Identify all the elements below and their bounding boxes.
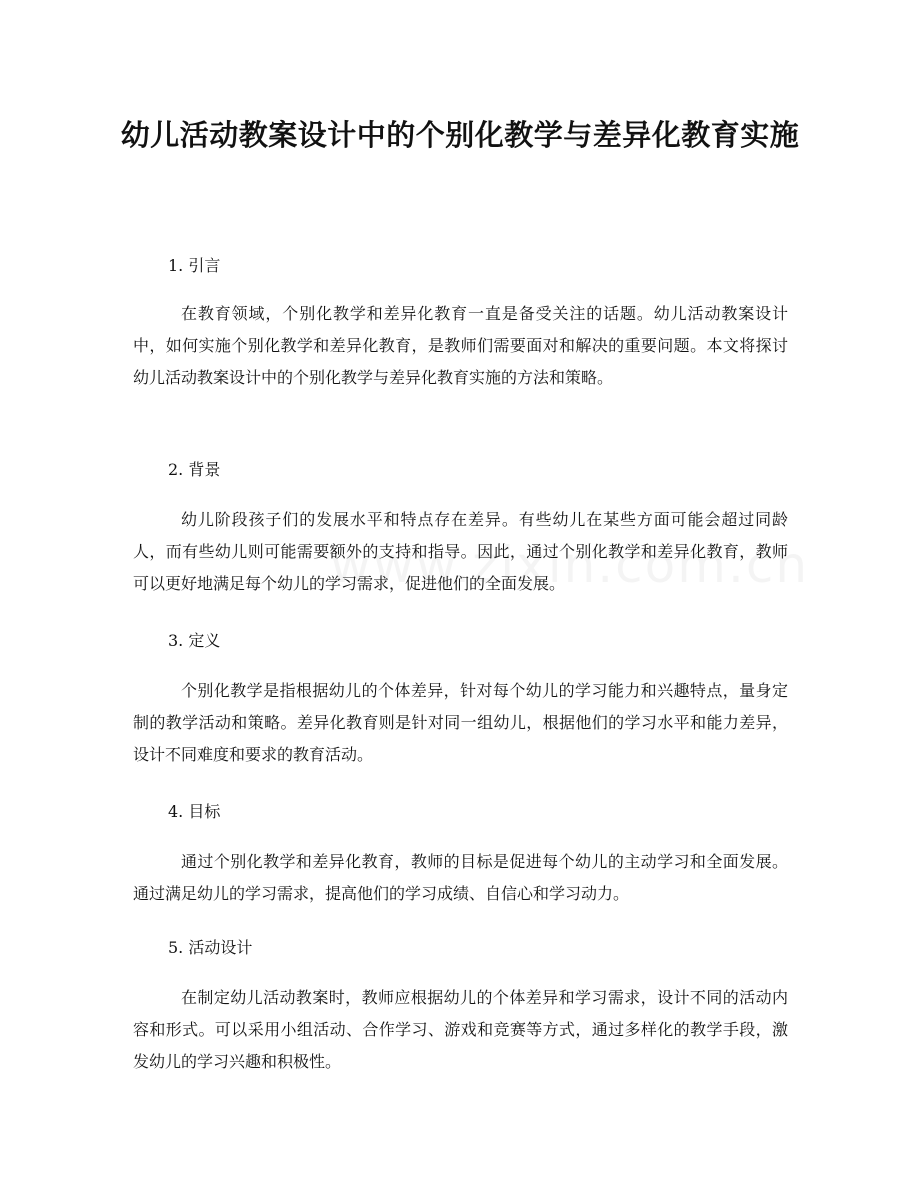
section-heading: 4. 目标: [168, 802, 221, 821]
section-heading: 1. 引言: [168, 256, 221, 275]
section-paragraph: 在制定幼儿活动教案时，教师应根据幼儿的个体差异和学习需求，设计不同的活动内容和形式。可以采用小组活动、合作学习、游戏和竞赛等方式，通过多样化的教学手段，激发幼儿的学习兴趣和积极性。: [133, 988, 788, 1071]
document-title: 幼儿活动教案设计中的个别化教学与差异化教育实施: [120, 118, 800, 152]
section-paragraph: 通过个别化教学和差异化教育，教师的目标是促进每个幼儿的主动学习和全面发展。通过满足幼儿的学习需求，提高他们的学习成绩、自信心和学习动力。: [133, 852, 788, 903]
section-paragraph: 个别化教学是指根据幼儿的个体差异，针对每个幼儿的学习能力和兴趣特点，量身定制的教学活动和策略。差异化教育则是针对同一组幼儿，根据他们的学习水平和能力差异，设计不同难度和要求的教育活动。: [133, 681, 788, 764]
section-heading: 2. 背景: [168, 460, 221, 479]
section-heading: 5. 活动设计: [168, 938, 253, 957]
section-paragraph: 幼儿阶段孩子们的发展水平和特点存在差异。有些幼儿在某些方面可能会超过同龄人，而有些幼儿则可能需要额外的支持和指导。因此，通过个别化教学和差异化教育，教师可以更好地满足每个幼儿的学习需求，促进他们的全面发展。: [133, 510, 788, 593]
section-heading: 3. 定义: [168, 631, 221, 650]
section-paragraph: 在教育领域，个别化教学和差异化教育一直是备受关注的话题。幼儿活动教案设计中，如何实施个别化教学和差异化教育，是教师们需要面对和解决的重要问题。本文将探讨幼儿活动教案设计中的个别化教学与差异化教育实施的方法和策略。: [133, 304, 788, 387]
